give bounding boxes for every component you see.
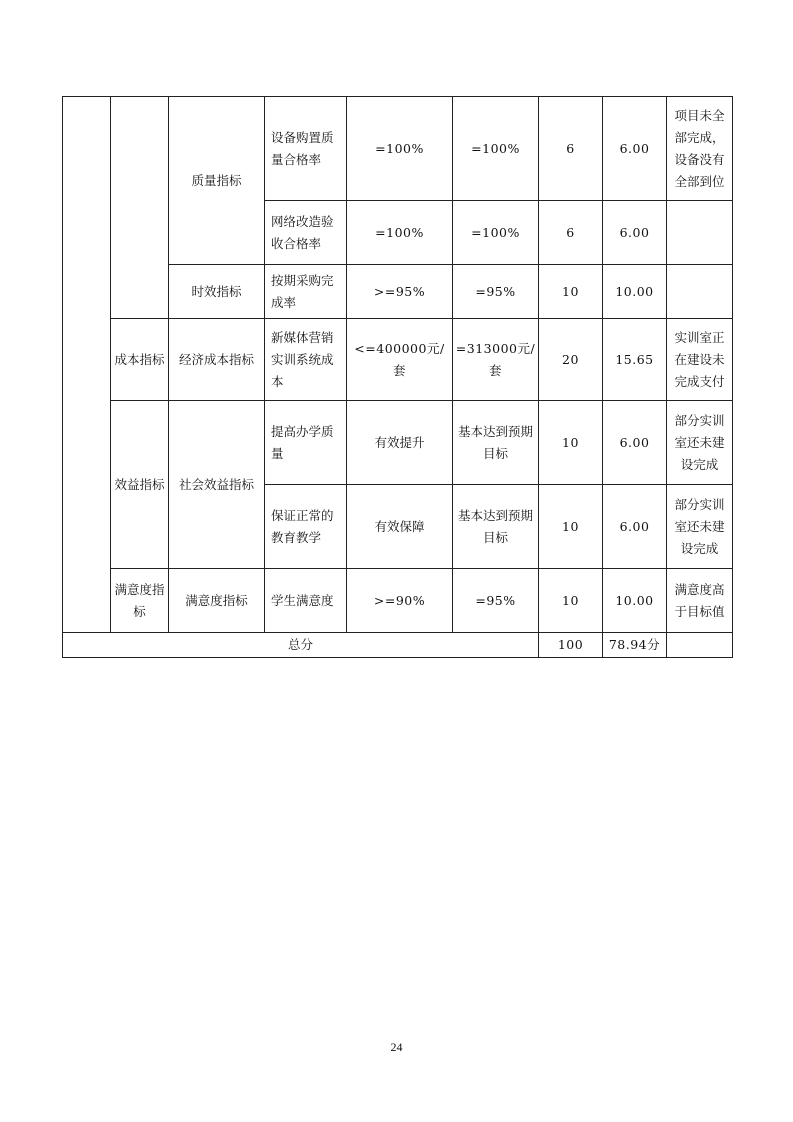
secondary-indicator-cell: 满意度指标 [169, 569, 265, 633]
total-row [63, 633, 733, 658]
target-value-cell: 有效提升 [347, 401, 453, 485]
performance-indicator-table [62, 96, 733, 658]
secondary-indicator-cell: 质量指标 [169, 97, 265, 265]
target-value-cell: <=400000元/套 [347, 319, 453, 401]
target-value-cell: >=95% [347, 265, 453, 319]
actual-value-cell: 基本达到预期目标 [453, 401, 539, 485]
primary-indicator-cell: 满意度指标 [111, 569, 169, 633]
score-cell: 6.00 [603, 401, 667, 485]
actual-value-cell: =313000元/套 [453, 319, 539, 401]
target-value-cell: 有效保障 [347, 485, 453, 569]
score-cell: 6.00 [603, 485, 667, 569]
page-number: 24 [390, 1040, 403, 1054]
total-weight-cell: 100 [539, 633, 603, 658]
primary-indicator-cell [111, 97, 169, 319]
actual-value-cell: =100% [453, 97, 539, 201]
table-row [63, 401, 733, 485]
weight-cell: 10 [539, 265, 603, 319]
secondary-indicator-cell: 社会效益指标 [169, 401, 265, 569]
actual-value-cell: =100% [453, 201, 539, 265]
primary-indicator-cell: 效益指标 [111, 401, 169, 569]
note-cell: 部分实训室还未建设完成 [667, 485, 733, 569]
tertiary-indicator-cell: 提高办学质量 [265, 401, 347, 485]
table-row [63, 97, 733, 201]
score-cell: 6.00 [603, 201, 667, 265]
tertiary-indicator-cell: 设备购置质量合格率 [265, 97, 347, 201]
score-cell: 10.00 [603, 569, 667, 633]
tertiary-indicator-cell: 学生满意度 [265, 569, 347, 633]
total-note-cell [667, 633, 733, 658]
secondary-indicator-cell: 经济成本指标 [169, 319, 265, 401]
tertiary-indicator-cell: 网络改造验收合格率 [265, 201, 347, 265]
weight-cell: 6 [539, 97, 603, 201]
table-row [63, 569, 733, 633]
weight-cell: 10 [539, 485, 603, 569]
note-cell: 项目未全部完成，设备没有全部到位 [667, 97, 733, 201]
weight-cell: 20 [539, 319, 603, 401]
note-cell: 实训室正在建设未完成支付 [667, 319, 733, 401]
total-score-cell: 78.94分 [603, 633, 667, 658]
actual-value-cell: 基本达到预期目标 [453, 485, 539, 569]
target-value-cell: >=90% [347, 569, 453, 633]
secondary-indicator-cell: 时效指标 [169, 265, 265, 319]
total-label-cell: 总分 [63, 633, 539, 658]
note-cell [667, 201, 733, 265]
weight-cell: 10 [539, 569, 603, 633]
note-cell [667, 265, 733, 319]
target-value-cell: =100% [347, 97, 453, 201]
table-row [63, 319, 733, 401]
outer-category-cell [63, 97, 111, 633]
note-cell: 满意度高于目标值 [667, 569, 733, 633]
tertiary-indicator-cell: 新媒体营销实训系统成本 [265, 319, 347, 401]
actual-value-cell: =95% [453, 265, 539, 319]
score-cell: 10.00 [603, 265, 667, 319]
weight-cell: 6 [539, 201, 603, 265]
note-cell: 部分实训室还未建设完成 [667, 401, 733, 485]
target-value-cell: =100% [347, 201, 453, 265]
actual-value-cell: =95% [453, 569, 539, 633]
tertiary-indicator-cell: 保证正常的教育教学 [265, 485, 347, 569]
tertiary-indicator-cell: 按期采购完成率 [265, 265, 347, 319]
score-cell: 6.00 [603, 97, 667, 201]
score-cell: 15.65 [603, 319, 667, 401]
weight-cell: 10 [539, 401, 603, 485]
primary-indicator-cell: 成本指标 [111, 319, 169, 401]
